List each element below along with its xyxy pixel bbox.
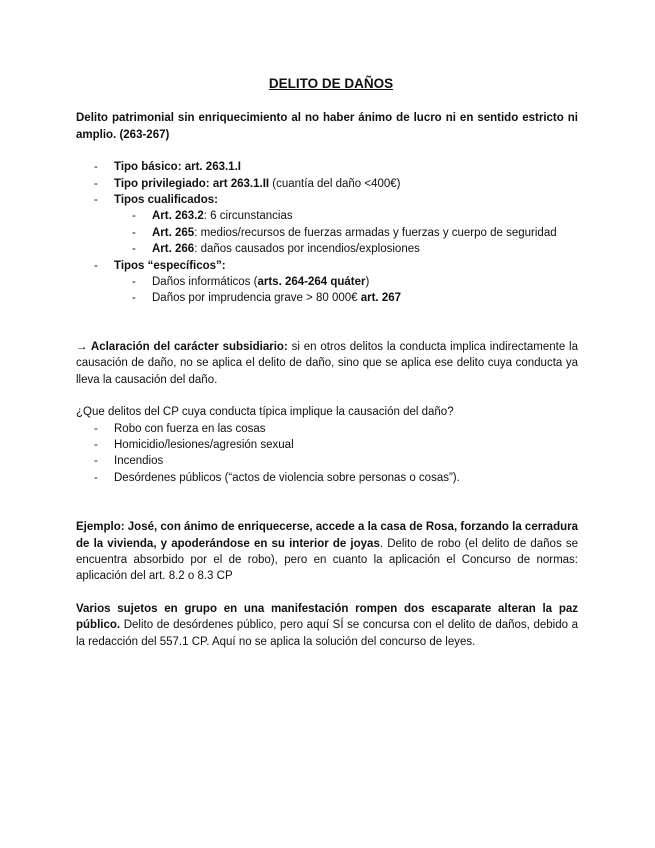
article-ref: arts. 264-264 quáter <box>257 276 366 289</box>
tipo-privilegiado-label: Tipo privilegiado: art 263.1.II <box>114 177 270 190</box>
ejemplo-bold: Ejemplo: José, con ánimo de enriquecerse, accede a la casa de Rosa, forzando la cerradura de la vivienda, y apoderándose en su interior de joyas <box>76 521 578 550</box>
ejemplo-paragraph <box>76 519 578 585</box>
intro-text: Delito patrimonial sin enriquecimiento al no haber ánimo de lucro ni en sentido estricto ni amplio. (263-267) <box>76 112 578 141</box>
tipo-privilegiado-text: (cuantía del daño <400€) <box>269 177 401 190</box>
article-ref: Art. 266 <box>152 243 195 256</box>
varios-bold: Varios sujetos en grupo en una manifestación rompen dos escaparate alteran la paz público. <box>76 602 578 632</box>
list-item: - Incendios <box>76 453 578 469</box>
cualificados-sublist <box>114 208 578 257</box>
article-ref: Art. 265 <box>152 226 195 239</box>
item-text: : medios/recursos de fuerzas armadas y fuerzas y cuerpo de seguridad <box>194 226 557 239</box>
aclaracion-paragraph <box>76 339 578 388</box>
list-item: - Desórdenes públicos (“actos de violencia sobre personas o cosas”). <box>76 470 578 486</box>
tipos-especificos-label: Tipos “específicos”: <box>114 259 226 272</box>
list-item <box>114 208 578 224</box>
article-ref: art. 267 <box>360 292 402 305</box>
item-text: Daños informáticos ( <box>152 276 258 289</box>
page-title: DELITO DE DAÑOS <box>268 76 394 91</box>
list-item: - Homicidio/lesiones/agresión sexual <box>76 437 578 453</box>
document-page <box>76 76 578 650</box>
list-item <box>114 241 578 257</box>
list-item <box>114 225 578 241</box>
pregunta-paragraph: ¿Que delitos del CP cuya conducta típica implique la causación del daño? <box>76 406 454 419</box>
tipos-list <box>76 159 578 307</box>
list-item-tipos-especificos <box>76 258 578 307</box>
item-text: ) <box>365 276 370 289</box>
varios-text: Delito de desórdenes público, pero aquí SÍ se concursa con el delito de daños, debido a la redacción del 557.1 CP. Aquí no se aplica la solución del concurso de leyes. <box>76 619 578 648</box>
tipos-cualificados-label: Tipos cualificados: <box>114 194 218 207</box>
aclaracion-label: → Aclaración del carácter subsidiario: <box>76 340 288 353</box>
tipo-basico-label: Tipo básico: art. 263.1.I <box>114 161 241 174</box>
list-item-tipo-basico <box>76 159 578 175</box>
article-ref: Art. 263.2 <box>152 210 204 223</box>
especificos-sublist <box>114 274 578 307</box>
list-item: - Robo con fuerza en las cosas <box>76 421 578 437</box>
item-text: : daños causados por incendios/explosiones <box>194 243 420 256</box>
item-text: : 6 circunstancias <box>203 210 293 223</box>
delitos-list <box>76 421 578 487</box>
intro-paragraph <box>76 110 578 143</box>
varios-paragraph <box>76 601 578 650</box>
aclaracion-text: si en otros delitos la conducta implica indirectamente la causación de daño, no se aplica el delito de daño, sino que se aplica ese delito cuya conducta ya lleva la causación del daño. <box>76 340 578 386</box>
ejemplo-text: . Delito de robo (el delito de daños se encuentra absorbido por el de robo), pero en cuanto la aplicación el Concurso de normas: aplicación del art. 8.2 o 8.3 CP <box>76 537 578 583</box>
item-text: Daños por imprudencia grave > 80 000€ <box>152 292 361 305</box>
list-item-tipos-cualificados <box>76 192 578 258</box>
list-item-tipo-privilegiado <box>76 176 578 192</box>
list-item <box>114 274 578 290</box>
list-item <box>114 290 578 306</box>
